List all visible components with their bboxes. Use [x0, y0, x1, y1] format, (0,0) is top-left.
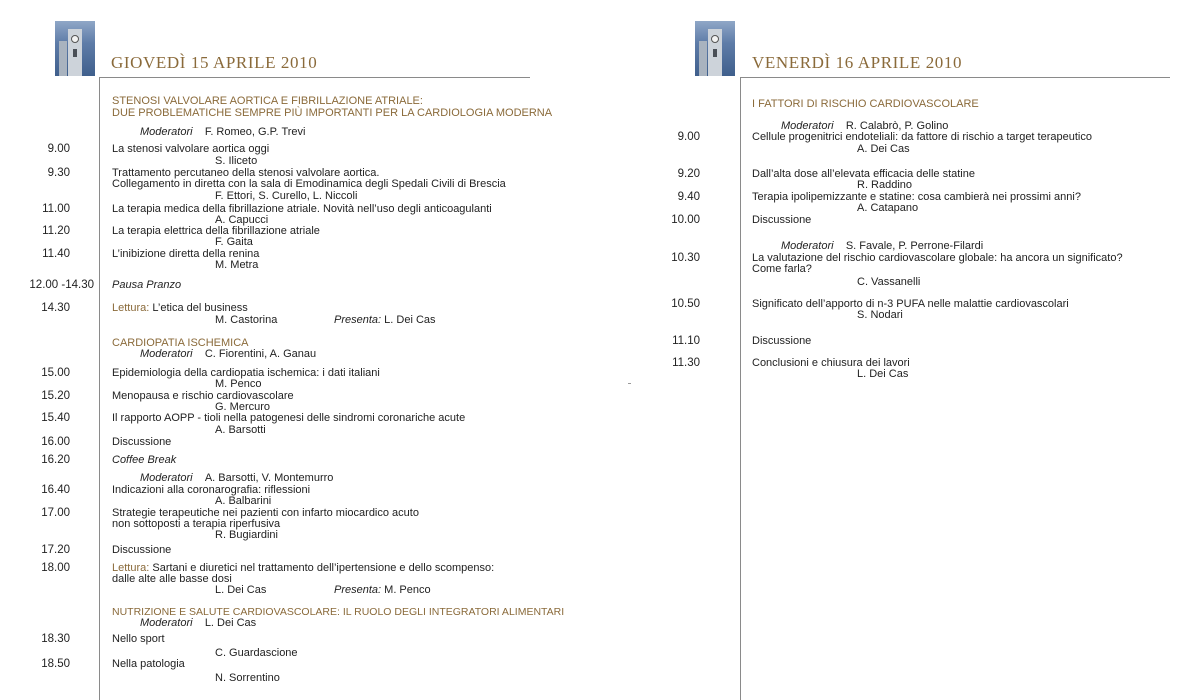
moderators-label: Moderatori — [781, 120, 834, 132]
time-slot: 11.20 — [42, 225, 70, 237]
event-title: Nella patologia — [112, 658, 185, 670]
tower-logo-icon — [695, 21, 735, 76]
column-rule — [740, 78, 741, 700]
speaker: N. Sorrentino — [215, 672, 280, 684]
time-slot: 9.30 — [47, 167, 70, 179]
time-slot: 9.40 — [677, 191, 700, 203]
moderators-label: Moderatori — [140, 348, 193, 360]
presenta-label: Presenta: — [334, 314, 382, 326]
moderators-row — [140, 617, 256, 629]
moderators: A. Barsotti, V. Montemurro — [204, 472, 334, 484]
moderators-row — [140, 472, 333, 484]
column-rule — [99, 78, 100, 700]
speaker: C. Guardascione — [215, 647, 298, 659]
day-column-friday — [640, 0, 1200, 700]
time-slot: 11.30 — [672, 357, 700, 369]
event-title: La terapia medica della fibrillazione atriale. Novità nell’uso degli anticoagulanti — [112, 203, 492, 215]
event-title: Discussione — [752, 214, 812, 226]
event-title: Discussione — [752, 335, 812, 347]
time-slot: 15.20 — [41, 390, 70, 402]
event-title: Trattamento percutaneo della stenosi valvolare aortica. — [112, 167, 380, 179]
time-slot: 11.10 — [672, 335, 700, 347]
event-title: Pausa Pranzo — [112, 279, 182, 291]
time-slot: 10.30 — [671, 252, 700, 264]
moderators: C. Fiorentini, A. Ganau — [204, 348, 317, 360]
event-title: Dall’alta dose all’elevata efficacia delle statine — [752, 168, 975, 180]
event-title: Come farla? — [752, 263, 812, 275]
header-rule — [740, 77, 1170, 78]
event-title: Discussione — [112, 436, 172, 448]
day-column-thursday — [0, 0, 565, 700]
event-title: Collegamento in diretta con la sala di Emodinamica degli Spedali Civili di Brescia — [112, 178, 506, 190]
event-title: Strategie terapeutiche nei pazienti con infarto miocardico acuto — [112, 507, 419, 519]
time-slot: 16.40 — [41, 484, 70, 496]
event-title — [112, 302, 248, 314]
speaker: R. Bugiardini — [215, 529, 278, 541]
speaker: A. Barsotti — [215, 424, 266, 436]
speaker: F. Gaita — [215, 236, 253, 248]
event-title: Conclusioni e chiusura dei lavori — [752, 357, 910, 369]
event-title: non sottoposti a terapia riperfusiva — [112, 518, 281, 530]
time-slot: 16.00 — [41, 436, 70, 448]
session-title: CARDIOPATIA ISCHEMICA — [112, 337, 249, 349]
speaker: A. Dei Cas — [857, 143, 910, 155]
header-rule — [99, 77, 530, 78]
day-title: VENERDÌ 16 APRILE 2010 — [752, 53, 963, 72]
event-title: Epidemiologia della cardiopatia ischemica: i dati italiani — [112, 367, 380, 379]
presenter — [334, 584, 431, 596]
time-slot: 11.40 — [42, 248, 70, 260]
speaker: G. Mercuro — [215, 401, 271, 413]
speaker: S. Iliceto — [215, 155, 258, 167]
time-slot: 10.50 — [671, 298, 700, 310]
event-title: Indicazioni alla coronarografia: riflessioni — [112, 484, 311, 496]
event-title: La stenosi valvolare aortica oggi — [112, 143, 270, 155]
session-title: I FATTORI DI RISCHIO CARDIOVASCOLARE — [752, 98, 979, 110]
time-slot: 9.00 — [47, 143, 70, 155]
session-title: DUE PROBLEMATICHE SEMPRE PIÙ IMPORTANTI PER LA CARDIOLOGIA MODERNA — [112, 107, 553, 119]
time-slot: 15.40 — [41, 412, 70, 424]
event-title: L’inibizione diretta della renina — [112, 248, 260, 260]
time-slot: 16.20 — [41, 454, 70, 466]
presenter — [334, 314, 436, 326]
presenter-name: L. Dei Cas — [384, 314, 436, 326]
event-title: Coffee Break — [112, 454, 177, 466]
day-title: GIOVEDÌ 15 APRILE 2010 — [111, 53, 318, 72]
moderators: R. Calabrò, P. Golino — [845, 120, 949, 132]
event-title: Nello sport — [112, 633, 165, 645]
time-slot: 9.00 — [677, 131, 700, 143]
event-title: Il rapporto AOPP - tioli nella patogenesi delle sindromi coronariche acute — [112, 412, 466, 424]
event-title: La valutazione del rischio cardiovascolare globale: ha ancora un significato? — [752, 252, 1123, 264]
lettura-label: Lettura: — [112, 562, 150, 574]
speaker: M. Penco — [215, 378, 262, 390]
moderators-row — [140, 126, 305, 138]
time-slot: 10.00 — [671, 214, 700, 226]
moderators-label: Moderatori — [140, 617, 193, 629]
event-title: La terapia elettrica della fibrillazione atriale — [112, 225, 320, 237]
speaker: A. Capucci — [215, 214, 269, 226]
time-slot: 18.00 — [41, 562, 70, 574]
moderators: L. Dei Cas — [204, 617, 257, 629]
time-slot: 18.50 — [41, 658, 70, 670]
lettura-label: Lettura: — [112, 302, 150, 314]
speaker: M. Metra — [215, 259, 259, 271]
speaker: M. Castorina — [215, 314, 278, 326]
event-title: Menopausa e rischio cardiovascolare — [112, 390, 294, 402]
moderators-label: Moderatori — [140, 472, 193, 484]
speaker: L. Dei Cas — [857, 368, 909, 380]
divider-mark — [628, 383, 631, 384]
time-slot: 11.00 — [42, 203, 70, 215]
speaker: L. Dei Cas — [215, 584, 267, 596]
event-title: dalle alte alle basse dosi — [112, 573, 232, 585]
event-title: Discussione — [112, 544, 172, 556]
speaker: S. Nodari — [857, 309, 903, 321]
presenter-name: M. Penco — [384, 584, 431, 596]
time-slot: 17.20 — [41, 544, 70, 556]
time-slot: 14.30 — [41, 302, 70, 314]
moderators-row — [140, 348, 316, 360]
speaker: A. Balbarini — [215, 495, 272, 507]
moderators-label: Moderatori — [781, 240, 834, 252]
presenta-label: Presenta: — [334, 584, 382, 596]
moderators-label: Moderatori — [140, 126, 193, 138]
speaker: C. Vassanelli — [857, 276, 921, 288]
time-slot: 12.00 -14.30 — [29, 279, 94, 291]
moderators: F. Romeo, G.P. Trevi — [204, 126, 306, 138]
event-title: Significato dell’apporto di n-3 PUFA nelle malattie cardiovascolari — [752, 298, 1069, 310]
moderators: S. Favale, P. Perrone-Filardi — [845, 240, 984, 252]
moderators-row — [781, 240, 983, 252]
tower-logo-icon — [55, 21, 95, 76]
event-title: Cellule progenitrici endoteliali: da fattore di rischio a target terapeutico — [752, 131, 1092, 143]
time-slot: 17.00 — [41, 507, 70, 519]
lecture-title: Sartani e diuretici nel trattamento dell’ipertensione e dello scompenso: — [152, 562, 495, 574]
time-slot: 18.30 — [41, 633, 70, 645]
time-slot: 9.20 — [677, 168, 700, 180]
lecture-title: L’etica del business — [152, 302, 248, 314]
event-title: Terapia ipolipemizzante e statine: cosa cambierà nei prossimi anni? — [752, 191, 1081, 203]
speaker: F. Ettori, S. Curello, L. Niccoli — [215, 190, 358, 202]
speaker: A. Catapano — [857, 202, 919, 214]
session-title: STENOSI VALVOLARE AORTICA E FIBRILLAZIONE ATRIALE: — [112, 95, 423, 107]
time-slot: 15.00 — [41, 367, 70, 379]
speaker: R. Raddino — [857, 179, 913, 191]
session-title: NUTRIZIONE E SALUTE CARDIOVASCOLARE: IL RUOLO DEGLI INTEGRATORI ALIMENTARI — [112, 606, 565, 618]
